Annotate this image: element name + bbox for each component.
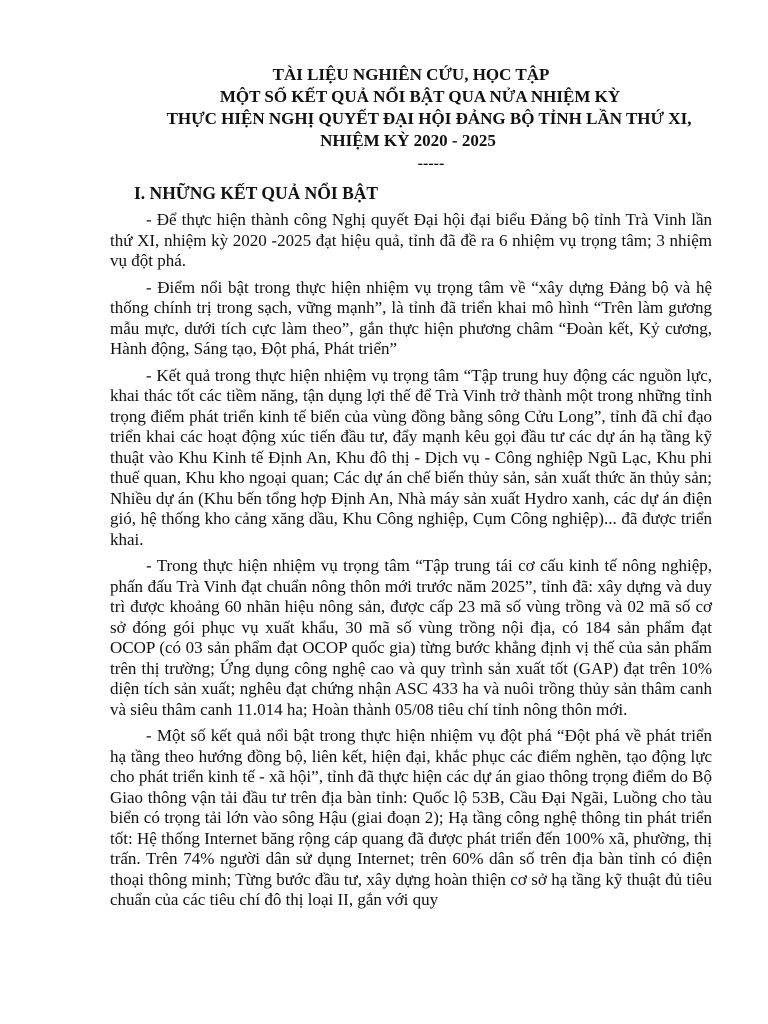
paragraph-5: - Một số kết quả nổi bật trong thực hiện nhiệm vụ đột phá “Đột phá về phát triển hạ tầng theo hướng đồng bộ, liên kết, hiện đại, khắc phục các điểm nghẽn, tạo động lực cho phát triển kinh tế - xã hội”, tỉnh đã thực hiện các dự án giao thông trọng điểm do Bộ Giao thông vận tải đầu tư trên địa bàn tỉnh: Quốc lộ 53B, Cầu Đại Ngãi, Luồng cho tàu biển có trọng tải lớn vào sông Hậu (giai đoạn 2); Hạ tầng công nghệ thông tin phát triển tốt: Hệ thống Internet băng rộng cáp quang đã được phát triển đến 100% xã, phường, thị trấn. Trên 74% người dân sử dụng Internet; trên 60% dân số trên địa bàn tỉnh có điện thoại thông minh; Từng bước đầu tư, xây dựng hoàn thiện cơ sở hạ tầng kỹ thuật đủ tiêu chuẩn của các tiêu chí đô thị loại II, gắn với quy [110, 726, 712, 909]
title-line-2: MỘT SỐ KẾT QUẢ NỔI BẬT QUA NỬA NHIỆM KỲ [219, 87, 621, 106]
title-line-1: TÀI LIỆU NGHIÊN CỨU, HỌC TẬP [272, 65, 550, 84]
paragraph-2: - Điểm nổi bật trong thực hiện nhiệm vụ trọng tâm về “xây dựng Đảng bộ và hệ thống chính trị trong sạch, vững mạnh”, là tỉnh đã triển khai mô hình “Trên làm gương mẫu mực, dưới tích cực làm theo”, gắn thực hiện phương châm “Đoàn kết, Kỷ cương, Hành động, Sáng tạo, Đột phá, Phát triển” [110, 277, 712, 358]
section-heading: I. NHỮNG KẾT QUẢ NỔI BẬT [134, 183, 379, 203]
title-line-4: NHIỆM KỲ 2020 - 2025 [320, 131, 496, 150]
paragraph-1: - Để thực hiện thành công Nghị quyết Đại hội đại biểu Đảng bộ tỉnh Trà Vinh lần thứ XI, nhiệm kỳ 2020 -2025 đạt hiệu quả, tỉnh đã đề ra 6 nhiệm vụ trọng tâm; 3 nhiệm vụ đột phá. [110, 210, 712, 270]
title-separator: ----- [417, 155, 445, 172]
document-title [110, 64, 712, 152]
paragraph-3: - Kết quả trong thực hiện nhiệm vụ trọng tâm “Tập trung huy động các nguồn lực, khai thác tốt các tiềm năng, tận dụng lợi thế để Trà Vinh trở thành một trong những tỉnh trọng điểm phát triển kinh tế biển của vùng đồng bằng sông Cửu Long”, tỉnh đã chỉ đạo triển khai các hoạt động xúc tiến đầu tư, đẩy mạnh kêu gọi đầu tư các dự án hạ tầng kỹ thuật vào Khu Kinh tế Định An, Khu đô thị - Dịch vụ - Công nghiệp Ngũ Lạc, Khu phi thuế quan, Khu kho ngoại quan; Các dự án chế biến thủy sản, sản xuất thức ăn thủy sản; Nhiều dự án (Khu bến tổng hợp Định An, Nhà máy sản xuất Hydro xanh, các dự án điện gió, hệ thống kho cảng xăng dầu, Khu Công nghiệp, Cụm Công nghiệp)... đã được triển khai. [110, 365, 712, 549]
title-line-3: THỰC HIỆN NGHỊ QUYẾT ĐẠI HỘI ĐẢNG BỘ TỈNH LẦN THỨ XI, [166, 109, 692, 128]
paragraph-4: - Trong thực hiện nhiệm vụ trọng tâm “Tập trung tái cơ cấu kinh tế nông nghiệp, phấn đấu Trà Vinh đạt chuẩn nông thôn mới trước năm 2025”, tỉnh đã: xây dựng và duy trì được khoảng 60 nhãn hiệu nông sản, được cấp 23 mã số vùng trồng và 02 mã số cơ sở đóng gói phục vụ xuất khẩu, 30 mã số vùng trồng nội địa, có 184 sản phẩm đạt OCOP (có 03 sản phẩm đạt OCOP quốc gia) từng bước khẳng định vị thế của sản phẩm trên thị trường; Ứng dụng công nghệ cao và quy trình sản xuất tốt (GAP) đạt trên 10% diện tích sản xuất; nghêu đạt chứng nhận ASC 433 ha và nuôi trồng thủy sản thâm canh và siêu thâm canh 11.014 ha; Hoàn thành 05/08 tiêu chí tỉnh nông thôn mới. [110, 556, 712, 719]
